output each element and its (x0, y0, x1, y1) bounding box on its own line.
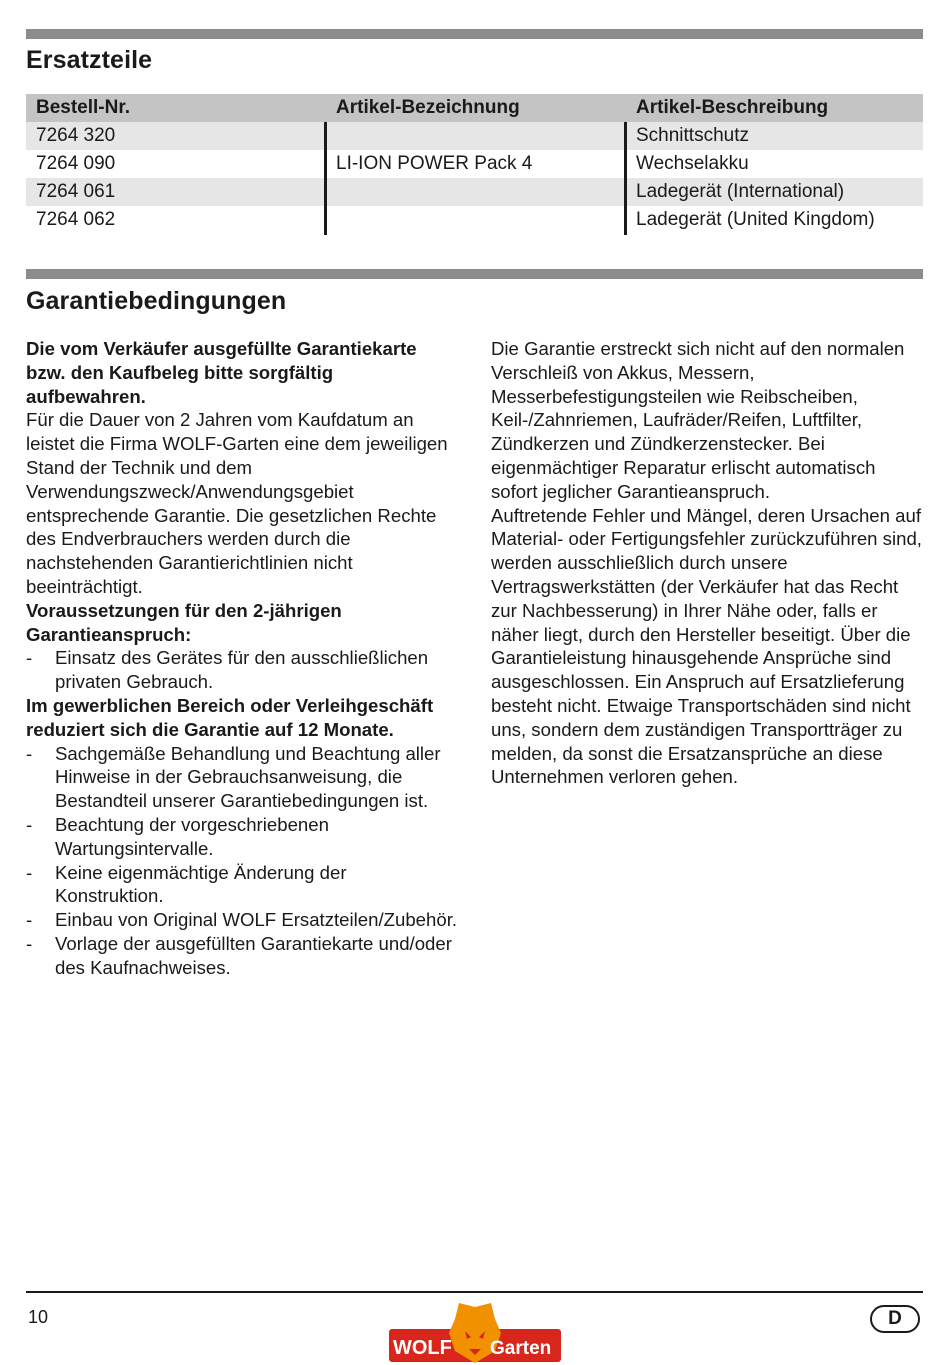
list-item (26, 908, 458, 932)
warranty-heading: Garantiebedingungen (26, 287, 287, 315)
article-description: Wechselakku (636, 153, 749, 174)
table-row (26, 150, 923, 178)
table-divider-2 (624, 122, 627, 235)
table-row (26, 122, 923, 150)
table-row (26, 178, 923, 206)
list-item-text: Sachgemäße Behandlung und Beachtung aller Hinweise in der Gebrauchsanweisung, die Bestandteil unserer Garantiebedingungen ist. (55, 742, 441, 812)
warranty-paragraph: Für die Dauer von 2 Jahren vom Kaufdatum an leistet die Firma WOLF-Garten eine dem jeweiligen Stand der Technik und dem Verwendungszweck/Anwendungsgebiet entsprechende Garantie. Die gesetzlichen Rechte des Endverbrauchers werden durch die nachstehenden Garantierichtlinien nicht beeinträchtigt. (26, 409, 448, 597)
language-badge: D (870, 1305, 920, 1333)
column-header-article-name: Artikel-Bezeichnung (336, 97, 520, 118)
column-header-article-description: Artikel-Beschreibung (636, 97, 829, 118)
warranty-prerequisites-heading: Voraussetzungen für den 2-jährigen Garantieanspruch: (26, 599, 342, 645)
warranty-paragraph: Die Garantie erstreckt sich nicht auf den normalen Verschleiß von Akkus, Messern, Messerbefestigungsteilen wie Reibscheiben, Keil-/Zahnriemen, Laufräder/Reifen, Luftfilter, Zündkerzen und Zündkerzenstecker. Bei eigenmächtiger Reparatur erlischt automatisch sofort jeglicher Garantieanspruch. (491, 338, 905, 502)
list-dash: - (26, 909, 33, 931)
list-item-text: Beachtung der vorgeschriebenen Wartungsintervalle. (55, 813, 329, 859)
article-description: Ladegerät (International) (636, 181, 845, 202)
column-header-order-number: Bestell-Nr. (36, 97, 130, 118)
order-number: 7264 090 (36, 153, 116, 174)
article-description: Schnittschutz (636, 125, 749, 146)
order-number: 7264 061 (36, 181, 116, 202)
order-number: 7264 320 (36, 125, 116, 146)
logo-text-garten: Garten (490, 1338, 552, 1359)
list-dash: - (26, 647, 33, 669)
list-item-text: Einbau von Original WOLF Ersatzteilen/Zubehör. (55, 909, 458, 931)
top-rule (26, 29, 923, 39)
parts-heading: Ersatzteile (26, 46, 153, 74)
footer-rule (26, 1291, 923, 1293)
logo-text-wolf: WOLF (393, 1337, 452, 1359)
list-item-text: Keine eigenmächtige Änderung der Konstruktion. (55, 861, 347, 907)
list-item (26, 646, 458, 694)
list-item-text: Einsatz des Gerätes für den ausschließlichen privaten Gebrauch. (55, 647, 429, 693)
list-item (26, 742, 458, 813)
list-dash: - (26, 742, 33, 764)
warranty-intro: Die vom Verkäufer ausgefüllte Garantiekarte bzw. den Kaufbeleg bitte sorgfältig aufbewahren. (26, 338, 417, 407)
page-number: 10 (28, 1307, 49, 1327)
article-name: LI-ION POWER Pack 4 (336, 153, 533, 174)
commercial-use-note: Im gewerblichen Bereich oder Verleihgeschäft reduziert sich die Garantie auf 12 Monate. (26, 694, 434, 740)
order-number: 7264 062 (36, 209, 116, 230)
list-dash: - (26, 932, 33, 954)
list-item (26, 861, 458, 909)
warranty-left-column (26, 337, 458, 980)
table-row (26, 206, 923, 234)
table-header-row (26, 94, 923, 122)
list-item (26, 932, 458, 980)
warranty-right-column (491, 337, 923, 789)
article-description: Ladegerät (United Kingdom) (636, 209, 875, 230)
table-divider-1 (324, 122, 327, 235)
list-dash: - (26, 813, 33, 835)
warranty-paragraph: Auftretende Fehler und Mängel, deren Ursachen auf Material- oder Fertigungsfehler zurückzuführen sind, werden ausschließlich durch unsere Vertragswerkstätten (der Verkäufer hat das Recht zur Nachbesserung) in Ihrer Nähe oder, falls er näher liegt, durch den Hersteller beseitigt. Über die Garantieleistung hinausgehende Ansprüche sind ausgeschlossen. Ein Anspruch auf Ersatzlieferung besteht nicht. Etwaige Transportschäden sind nicht uns, sondern dem zuständigen Transportträger zu melden, da sonst die Ersatzansprüche an diese Unternehmen verloren gehen. (491, 504, 922, 788)
wolf-garten-logo (389, 1303, 561, 1365)
list-item (26, 813, 458, 861)
list-dash: - (26, 861, 33, 883)
section-rule (26, 269, 923, 279)
list-item-text: Vorlage der ausgefüllten Garantiekarte und/oder des Kaufnachweises. (55, 932, 452, 978)
parts-table (26, 94, 923, 234)
